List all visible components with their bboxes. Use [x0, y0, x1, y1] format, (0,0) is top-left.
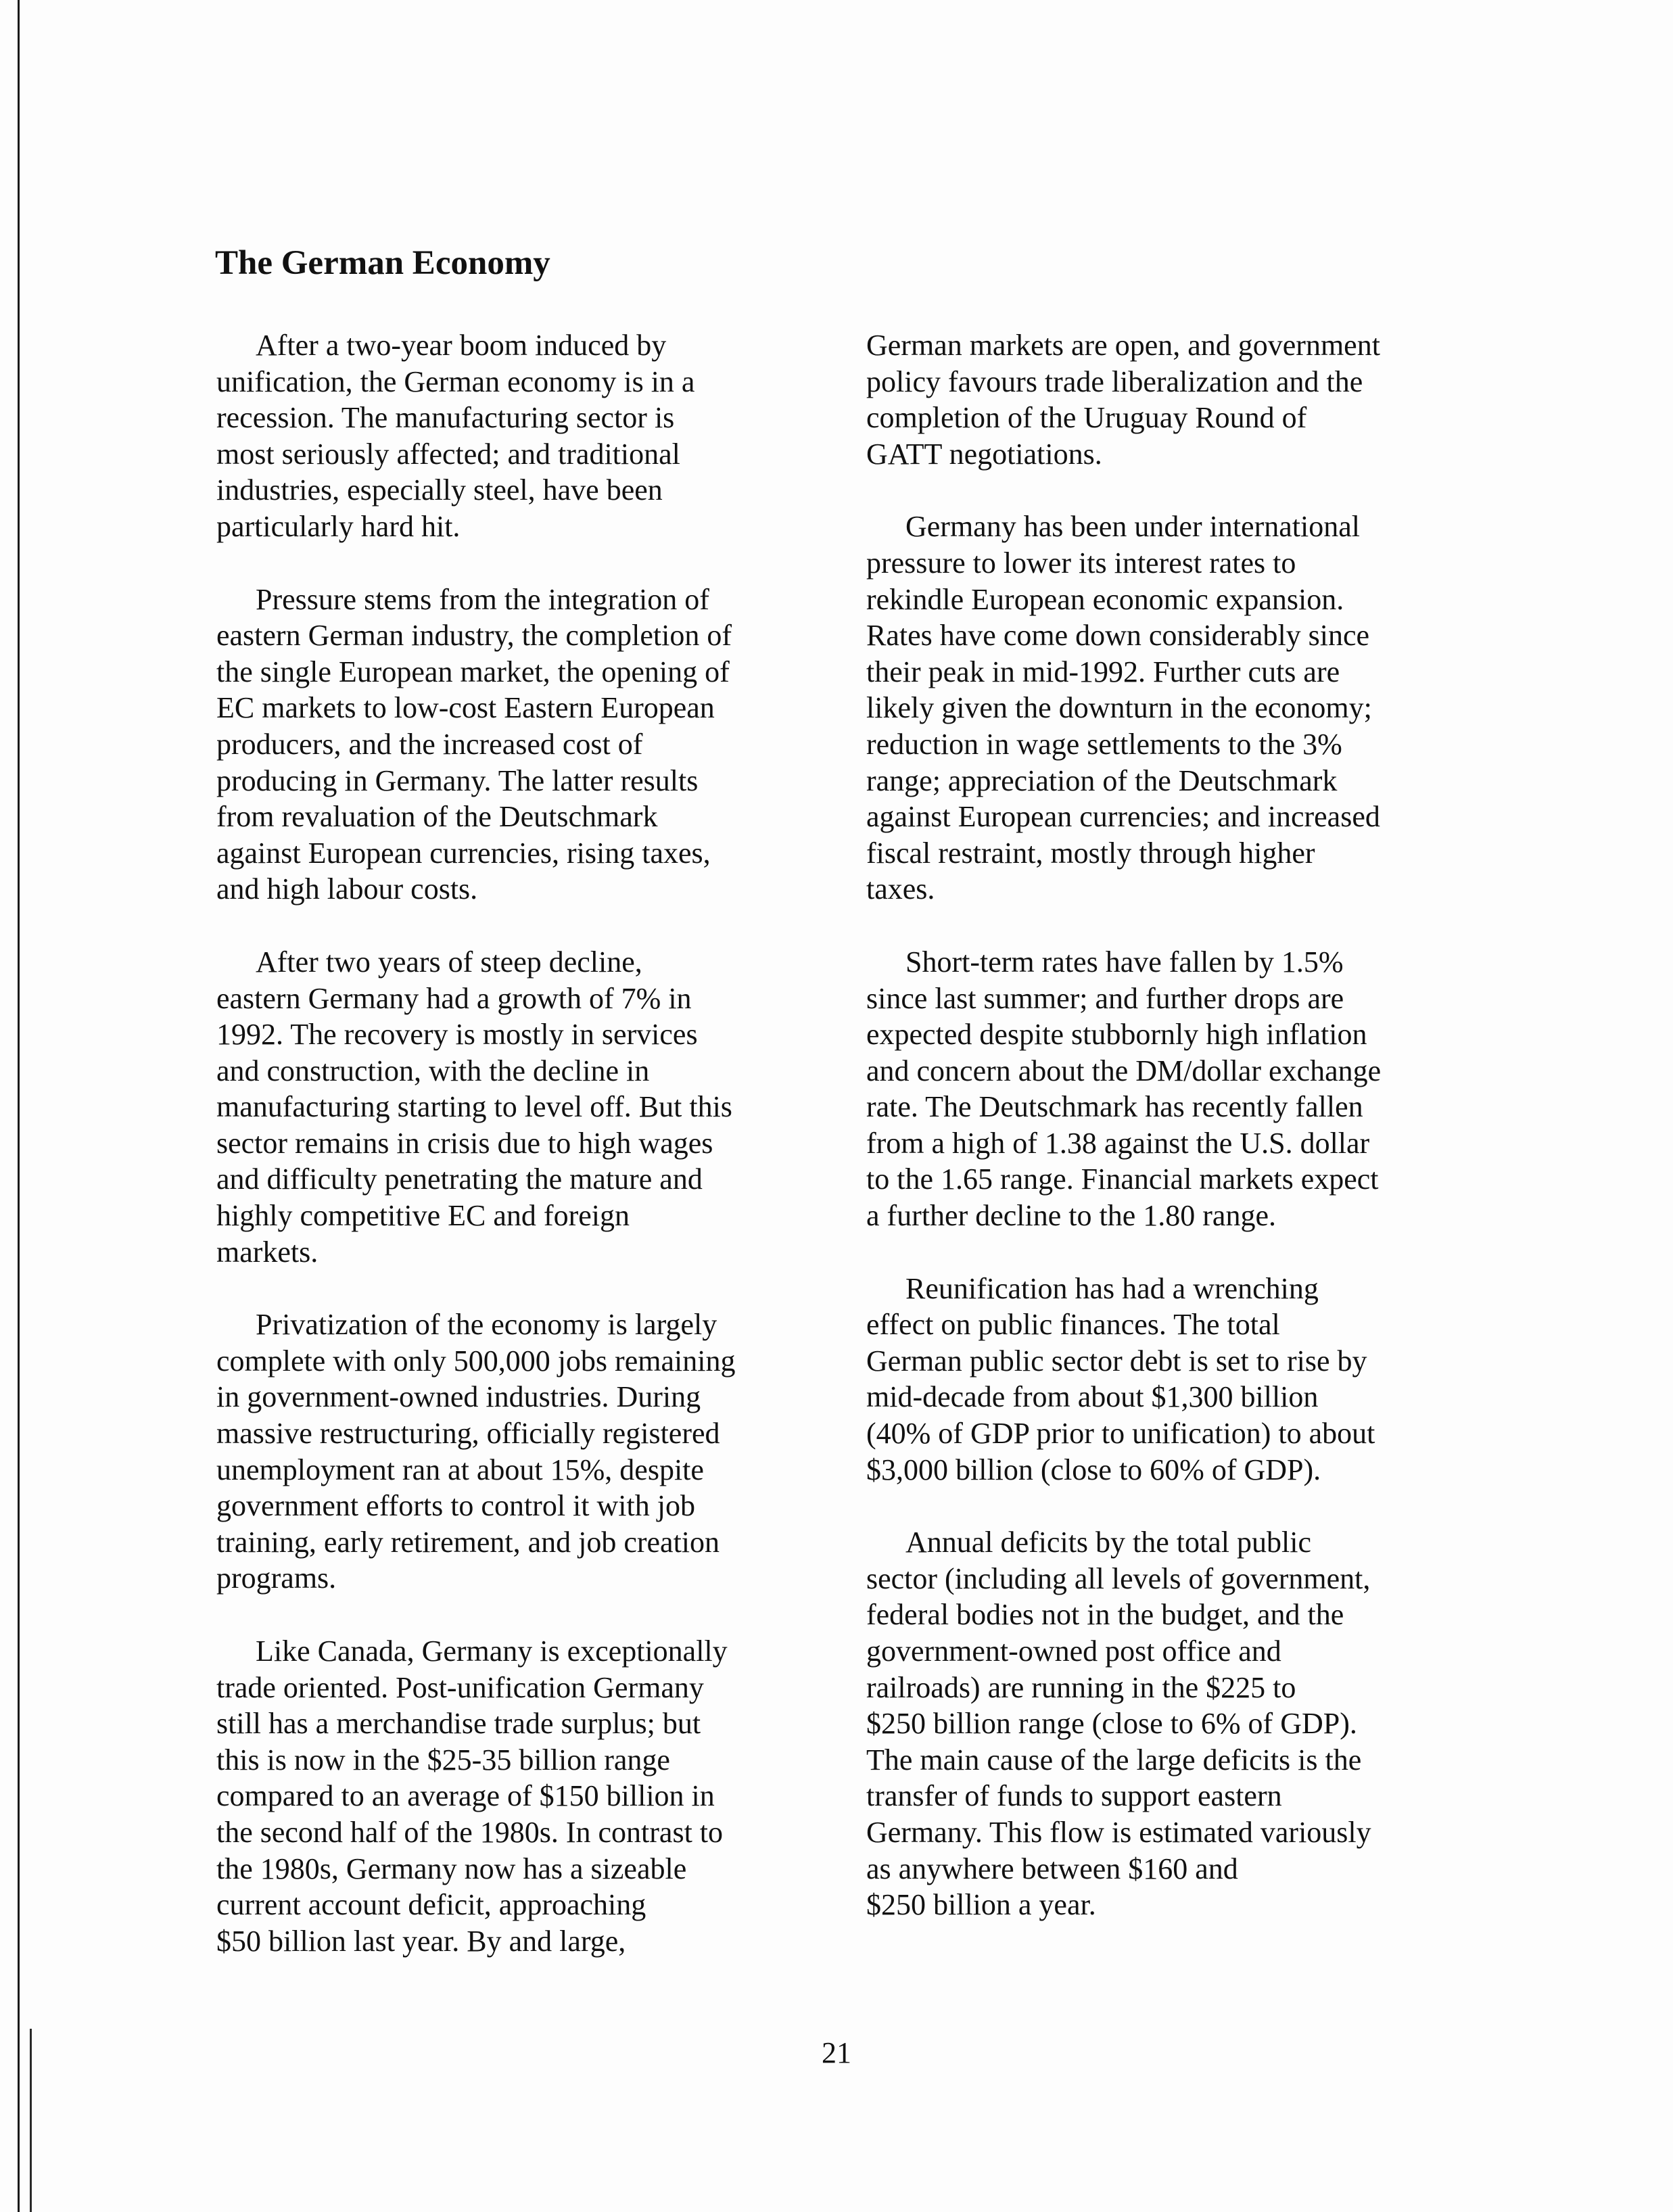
left-column	[216, 327, 811, 1996]
paragraph: After two years of steep decline, eastern Germany had a growth of 7% in 1992. The recovery is mostly in services and construction, with the decline in manufacturing starting to level off. But this sector remains in crisis due to high wages and difficulty penetrating the mature and highly competitive EC and foreign markets.	[216, 945, 732, 1269]
paragraph: After a two-year boom induced by unification, the German economy is in a recession. The manufacturing sector is most seriously affected; and traditional industries, especially steel, have been particularly hard hit.	[216, 329, 695, 543]
paragraph-continuation: German markets are open, and government policy favours trade liberalization and the completion of the Uruguay Round of GATT negotiations.	[866, 329, 1380, 471]
page-number: 21	[822, 2036, 851, 2069]
page-title: The German Economy	[215, 244, 550, 282]
paragraph: Reunification has had a wrenching effect on public finances. The total German public sector debt is set to rise by mid-decade from about $1,300 billion (40% of GDP prior to unification) to about $3,000 billion (close to 60% of GDP).	[866, 1271, 1375, 1486]
scan-binding-edge-lower	[30, 2029, 32, 2212]
paragraph: Pressure stems from the integration of eastern German industry, the completion of the single European market, the opening of EC markets to low-cost Eastern European producers, and the increased cost of producing in Germany. The latter results from revaluation of the Deutschmark against European currencies, rising taxes, and high labour costs.	[216, 582, 732, 906]
right-column	[866, 327, 1461, 1960]
scan-binding-edge	[18, 0, 20, 2212]
paragraph: Annual deficits by the total public sector (including all levels of government, federal bodies not in the budget, and the government-owned post office and railroads) are running in the $225 to $250 billion range (close to 6% of GDP). The main cause of the large deficits is the transfer of funds to support eastern Germany. This flow is estimated variously as anywhere between $160 and $250 billion a year.	[866, 1526, 1371, 1922]
paragraph: Germany has been under international pressure to lower its interest rates to rekindle European economic expansion. Rates have come down considerably since their peak in mid-1992. Further cuts are likely given the downturn in the economy; reduction in wage settlements to the 3% range; appreciation of the Deutschmark against European currencies; and increased fiscal restraint, mostly through higher taxes.	[866, 510, 1380, 906]
paragraph: Short-term rates have fallen by 1.5% since last summer; and further drops are expected despite stubbornly high inflation and concern about the DM/dollar exchange rate. The Deutschmark has recently fallen from a high of 1.38 against the U.S. dollar to the 1.65 range. Financial markets expect a further decline to the 1.80 range.	[866, 945, 1382, 1233]
paragraph: Like Canada, Germany is exceptionally trade oriented. Post-unification Germany still has a merchandise trade surplus; but this is now in the $25-35 billion range compared to an average of $150 billion in the second half of the 1980s. In contrast to the 1980s, Germany now has a sizeable current account deficit, approaching $50 billion last year. By and large,	[216, 1634, 728, 1958]
paragraph: Privatization of the economy is largely complete with only 500,000 jobs remaining in government-owned industries. During massive restructuring, officially registered unemployment ran at about 15%, despite government efforts to control it with job training, early retirement, and job creation programs.	[216, 1308, 736, 1595]
